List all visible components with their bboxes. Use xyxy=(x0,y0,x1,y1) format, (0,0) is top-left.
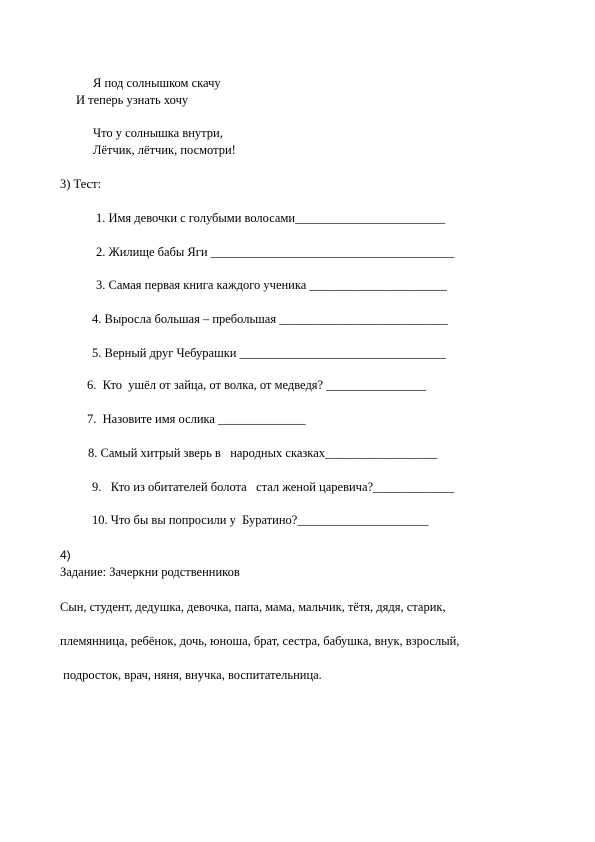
test-item-9: 9. Кто из обитателей болота стал женой царевича?_____________ xyxy=(92,480,455,494)
test-item-4: 4. Выросла большая – пребольшая ___________________________ xyxy=(92,312,448,326)
poem-line-1: Я под солнышком скачу xyxy=(93,76,221,90)
poem-line-4: Лётчик, лётчик, посмотри! xyxy=(93,143,236,157)
test-item-3: 3. Самая первая книга каждого ученика ______________________ xyxy=(96,278,447,292)
test-item-8: 8. Самый хитрый зверь в народных сказках__________________ xyxy=(88,446,438,460)
test-item-1: 1. Имя девочки с голубыми волосами________________________ xyxy=(96,211,446,225)
poem-line-3: Что у солнышка внутри, xyxy=(93,126,223,140)
test-item-5: 5. Верный друг Чебурашки _________________________________ xyxy=(92,346,446,360)
test-item-2: 2. Жилище бабы Яги _______________________________________ xyxy=(96,245,455,259)
task4-number: 4) xyxy=(60,548,71,562)
test-item-10: 10. Что бы вы попросили у Буратино?_____________________ xyxy=(92,513,429,527)
test-item-7: 7. Назовите имя ослика ______________ xyxy=(87,412,306,426)
test-item-6: 6. Кто ушёл от зайца, от волка, от медведя? ________________ xyxy=(87,378,427,392)
poem-line-2: И теперь узнать хочу xyxy=(76,93,189,107)
task4-words-line-3: подросток, врач, няня, внучка, воспитательница. xyxy=(60,668,322,682)
test-heading: 3) Тест: xyxy=(60,177,102,191)
task4-words-line-2: племянница, ребёнок, дочь, юноша, брат, сестра, бабушка, внук, взрослый, xyxy=(60,634,460,648)
task4-words-line-1: Сын, студент, дедушка, девочка, папа, мама, мальчик, тётя, дядя, старик, xyxy=(60,600,446,614)
task4-title: Задание: Зачеркни родственников xyxy=(60,565,240,579)
